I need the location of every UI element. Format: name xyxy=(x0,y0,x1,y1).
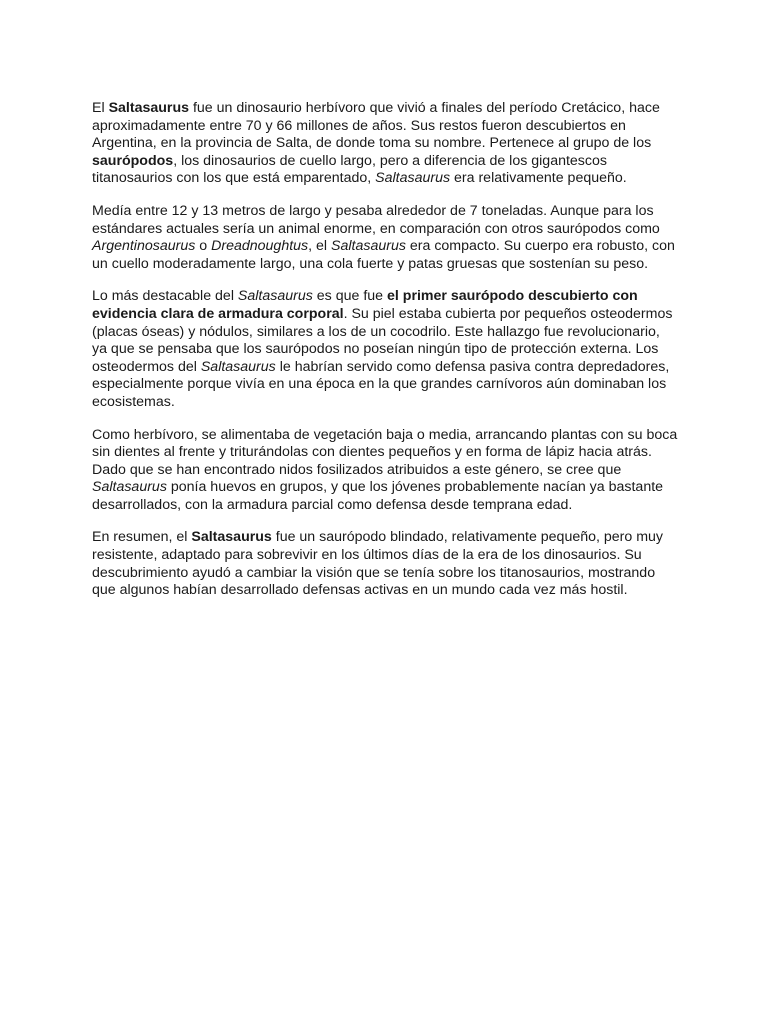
text-segment: era compacto. Su cuerpo era robusto, con un cuello moderadamente largo, una cola fuerte y patas gruesas que sostenían su peso. xyxy=(92,238,675,272)
italic-term-saltasaurus: Saltasaurus xyxy=(92,479,167,496)
italic-term-saltasaurus: Saltasaurus xyxy=(200,358,276,375)
paragraph-2 xyxy=(92,203,678,273)
text-segment: fue un saurópodo blindado, relativamente pequeño, pero muy resistente, adaptado para sobrevivir en los últimos días de la era de los dinosaurios. Su descubrimiento ayudó a cambiar la visión que se tenía sobre los titanosaurios, mostrando que algunos habían desarrollado defensas activas en un mundo cada vez más hostil. xyxy=(92,529,664,599)
bold-term-saltasaurus: Saltasaurus xyxy=(191,529,272,546)
text-segment: En resumen, el xyxy=(92,529,192,546)
text-segment: es que fue xyxy=(312,288,387,305)
text-segment: le habrían servido como defensa pasiva contra depredadores, especialmente porque vivía en una época en la que grandes carnívoros aún dominaban los ecosistemas. xyxy=(92,358,670,410)
paragraph-1 xyxy=(92,100,678,188)
italic-term-dreadnoughtus: Dreadnoughtus xyxy=(211,238,309,255)
paragraph-5 xyxy=(92,529,678,599)
text-segment: ponía huevos en grupos, y que los jóvenes probablemente nacían ya bastante desarrollados, con la armadura parcial como defensa desde temprana edad. xyxy=(92,479,664,513)
bold-phrase-armor: el primer saurópodo descubierto con evidencia clara de armadura corporal xyxy=(92,288,638,322)
text-segment: Lo más destacable del xyxy=(92,288,238,305)
text-segment: El xyxy=(92,100,109,116)
bold-term-sauropodos: saurópodos xyxy=(92,152,174,169)
paragraph-3 xyxy=(92,288,678,411)
text-segment: era relativamente pequeño. xyxy=(450,170,627,187)
paragraph-4 xyxy=(92,427,678,515)
italic-term-argentinosaurus: Argentinosaurus xyxy=(92,238,196,255)
italic-term-saltasaurus: Saltasaurus xyxy=(237,288,313,305)
text-segment: Medía entre 12 y 13 metros de largo y pesaba alrededor de 7 toneladas. Aunque para los estándares actuales sería un animal enorme, en comparación con otros saurópodos como xyxy=(92,202,660,237)
text-segment: fue un dinosaurio herbívoro que vivió a finales del período Cretácico, hace aproximadamente entre 70 y 66 millones de años. Sus restos fueron descubiertos en Argentina, en la provincia de Salta, de donde toma su nombre. Pertenece al grupo de los xyxy=(92,100,660,152)
document-page xyxy=(92,100,678,615)
text-segment: o xyxy=(195,238,212,255)
text-segment: . Su piel estaba cubierta por pequeños osteodermos (placas óseas) y nódulos, similares a los de un cocodrilo. Este hallazgo fue revolucionario, ya que se pensaba que los saurópodos no poseían ningún tipo de protección externa. Los osteodermos del xyxy=(92,305,673,375)
italic-term-saltasaurus: Saltasaurus xyxy=(375,170,451,187)
text-segment: Como herbívoro, se alimentaba de vegetación baja o media, arrancando plantas con su boca sin dientes al frente y triturándolas con dientes pequeños y en forma de lápiz hacia atrás. Dado que se han encontrado nidos fosilizados atribuidos a este género, se cree que xyxy=(92,426,678,478)
bold-term-saltasaurus: Saltasaurus xyxy=(108,100,189,116)
text-segment: , el xyxy=(308,238,332,255)
italic-term-saltasaurus: Saltasaurus xyxy=(331,238,406,255)
text-segment: , los dinosaurios de cuello largo, pero a diferencia de los gigantescos titanosaurios con los que está emparentado, xyxy=(92,152,607,187)
